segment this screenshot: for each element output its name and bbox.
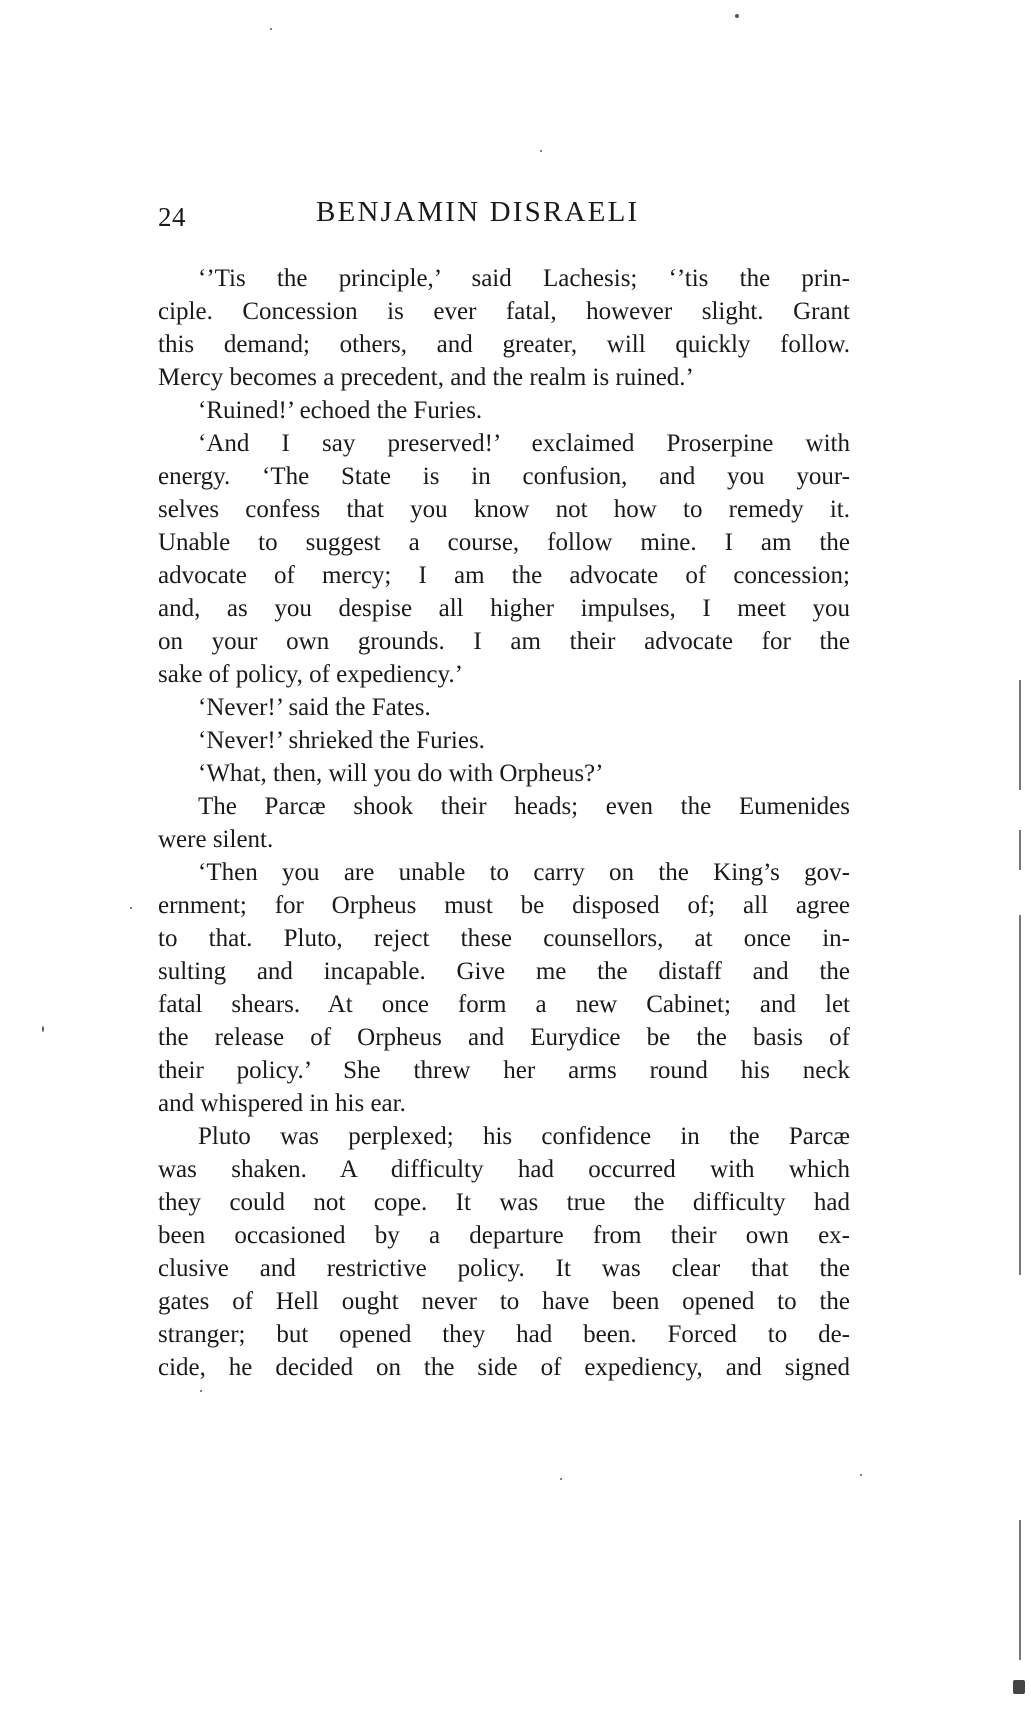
text-line: sake of policy, of expediency.’ xyxy=(158,661,463,688)
text-line: and whispered in his ear. xyxy=(158,1090,406,1117)
text-line: ‘Never!’ shrieked the Furies. xyxy=(198,727,485,754)
text-line: ‘Then you are unable to carry on the King’s gov- xyxy=(198,859,850,886)
text-line: gates of Hell ought never to have been opened to the xyxy=(158,1288,850,1315)
text-line: advocate of mercy; I am the advocate of concession; xyxy=(158,562,850,589)
text-line: energy. ‘The State is in confusion, and you your- xyxy=(158,463,850,490)
text-line: ‘What, then, will you do with Orpheus?’ xyxy=(198,760,604,787)
text-line: been occasioned by a departure from their own ex- xyxy=(158,1222,850,1249)
body-text xyxy=(158,262,850,1384)
scan-edge-mark xyxy=(1019,1520,1021,1660)
text-line: they could not cope. It was true the difficulty had xyxy=(158,1189,850,1216)
scan-speck xyxy=(130,907,132,909)
running-title: BENJAMIN DISRAELI xyxy=(316,196,640,228)
text-line: ‘’Tis the principle,’ said Lachesis; ‘’tis the prin- xyxy=(198,265,850,292)
text-line: was shaken. A difficulty had occurred with which xyxy=(158,1156,850,1183)
text-line: ‘And I say preserved!’ exclaimed Proserpine with xyxy=(198,430,850,457)
text-line: on your own grounds. I am their advocate for the xyxy=(158,628,850,655)
text-line: their policy.’ She threw her arms round his neck xyxy=(158,1057,850,1084)
scan-speck xyxy=(270,28,272,30)
text-line: Mercy becomes a precedent, and the realm is ruined.’ xyxy=(158,364,694,391)
scan-edge-mark xyxy=(1019,680,1021,790)
text-line: sulting and incapable. Give me the distaff and the xyxy=(158,958,850,985)
page-number: 24 xyxy=(158,202,186,232)
scan-speck xyxy=(860,1474,862,1476)
scan-speck xyxy=(1013,1680,1025,1694)
text-line: cide, he decided on the side of expediency, and signed xyxy=(158,1354,850,1381)
text-line: ‘Never!’ said the Fates. xyxy=(198,694,431,721)
text-line: this demand; others, and greater, will quickly follow. xyxy=(158,331,850,358)
text-line: Pluto was perplexed; his confidence in the Parcæ xyxy=(198,1123,850,1150)
text-line: ‘Ruined!’ echoed the Furies. xyxy=(198,397,483,424)
text-line: fatal shears. At once form a new Cabinet; and let xyxy=(158,991,850,1018)
text-line: the release of Orpheus and Eurydice be the basis of xyxy=(158,1024,850,1051)
scan-edge-mark xyxy=(1019,830,1021,870)
text-line: Unable to suggest a course, follow mine. I am the xyxy=(158,529,850,556)
scan-edge-mark xyxy=(1019,915,1021,1275)
text-line: were silent. xyxy=(158,826,274,853)
text-line: The Parcæ shook their heads; even the Eumenides xyxy=(198,793,850,820)
scan-speck xyxy=(735,14,739,18)
text-line: selves confess that you know not how to remedy it. xyxy=(158,496,850,523)
scan-speck xyxy=(42,1026,44,1032)
scan-speck xyxy=(200,1390,202,1392)
scan-speck xyxy=(540,150,542,152)
running-head xyxy=(158,196,858,236)
text-line: ernment; for Orpheus must be disposed of; all agree xyxy=(158,892,850,919)
scan-speck xyxy=(560,1478,562,1480)
text-line: to that. Pluto, reject these counsellors, at once in- xyxy=(158,925,850,952)
text-line: ciple. Concession is ever fatal, however slight. Grant xyxy=(158,298,850,325)
text-line: and, as you despise all higher impulses, I meet you xyxy=(158,595,850,622)
text-line: stranger; but opened they had been. Forced to de- xyxy=(158,1321,850,1348)
text-line: clusive and restrictive policy. It was clear that the xyxy=(158,1255,850,1282)
